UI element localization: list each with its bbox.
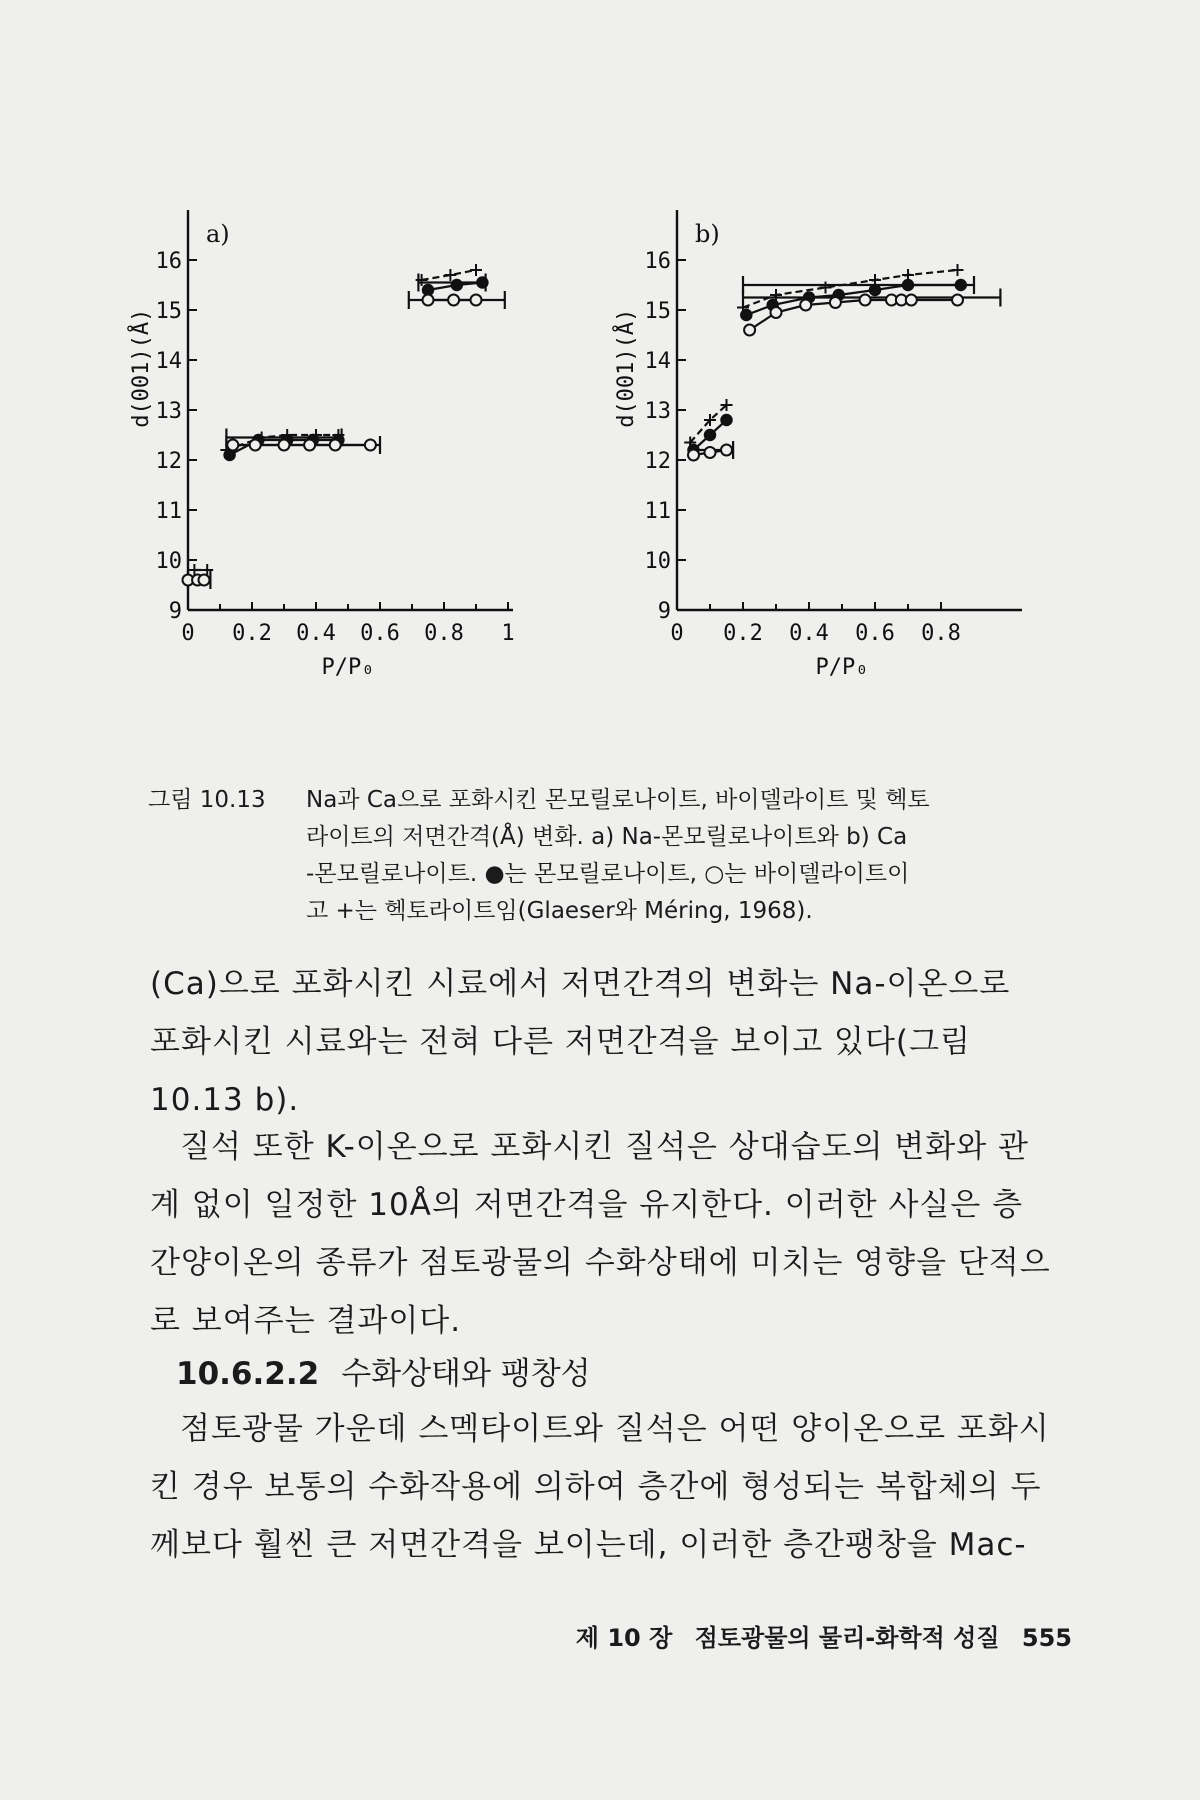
data-point-beidellite bbox=[952, 295, 963, 306]
x-tick-label: 0 bbox=[181, 621, 195, 646]
y-tick-label: 13 bbox=[155, 399, 182, 424]
data-point-beidellite bbox=[800, 300, 811, 311]
x-tick-label: 0.6 bbox=[360, 621, 400, 646]
footer-chapter: 제 10 장 bbox=[575, 1624, 673, 1652]
y-tick-label: 10 bbox=[644, 549, 671, 574]
y-tick-label: 9 bbox=[168, 599, 182, 624]
text-line: 계 없이 일정한 10Å의 저면간격을 유지한다. 이러한 사실은 층 bbox=[150, 1187, 1024, 1223]
caption-line: 고 +는 헥토라이트임(Glaeser와 Méring, 1968). bbox=[306, 898, 813, 924]
paragraph-1 bbox=[150, 955, 1080, 1129]
section-heading bbox=[176, 1348, 591, 1393]
x-axis-label: P/P₀ bbox=[321, 655, 375, 680]
caption-body bbox=[306, 782, 1076, 930]
y-tick-label: 9 bbox=[657, 599, 671, 624]
section-title: 수화상태와 팽창성 bbox=[341, 1356, 591, 1392]
x-tick-label: 0.4 bbox=[789, 621, 829, 646]
footer-chapter-title: 점토광물의 물리-화학적 성질 bbox=[694, 1624, 1000, 1652]
data-point-beidellite bbox=[830, 297, 841, 308]
x-axis-label: P/P₀ bbox=[815, 655, 869, 680]
data-point-montmorillonite bbox=[705, 430, 716, 441]
text-line: 질석 또한 K-이온으로 포화시킨 질석은 상대습도의 변화와 관 bbox=[180, 1129, 1029, 1165]
x-tick-label: 0.8 bbox=[921, 621, 961, 646]
y-tick-label: 10 bbox=[155, 549, 182, 574]
data-point-beidellite bbox=[688, 450, 699, 461]
panel-label: b) bbox=[695, 220, 720, 248]
data-point-beidellite bbox=[705, 447, 716, 458]
data-point-montmorillonite bbox=[870, 285, 881, 296]
text-line: (Ca)으로 포화시킨 시료에서 저면간격의 변화는 Na-이온으로 bbox=[150, 966, 1011, 1002]
data-point-beidellite bbox=[471, 295, 482, 306]
data-point-montmorillonite bbox=[451, 280, 462, 291]
y-tick-label: 15 bbox=[644, 299, 671, 324]
y-axis-label: d(001)(Å) bbox=[614, 308, 639, 428]
data-point-beidellite bbox=[448, 295, 459, 306]
data-point-montmorillonite bbox=[721, 415, 732, 426]
caption-line: 라이트의 저면간격(Å) 변화. a) Na-몬모릴로나이트와 b) Ca bbox=[306, 824, 908, 850]
text-line: 께보다 훨씬 큰 저면간격을 보이는데, 이러한 층간팽창을 Mac- bbox=[150, 1527, 1027, 1563]
paragraph-2 bbox=[150, 1118, 1080, 1350]
x-tick-label: 0.2 bbox=[232, 621, 272, 646]
text-line: 킨 경우 보통의 수화작용에 의하여 층간에 형성되는 복합체의 두 bbox=[150, 1469, 1042, 1505]
y-tick-label: 16 bbox=[644, 249, 671, 274]
y-axis-label: d(001)(Å) bbox=[129, 308, 154, 428]
data-point-beidellite bbox=[250, 440, 261, 451]
data-point-beidellite bbox=[423, 295, 434, 306]
caption-line: Na과 Ca으로 포화시킨 몬모릴로나이트, 바이델라이트 및 헥토 bbox=[306, 787, 930, 813]
chart-panel-a bbox=[129, 220, 610, 780]
data-point-beidellite bbox=[721, 445, 732, 456]
x-tick-label: 0.2 bbox=[723, 621, 763, 646]
x-tick-label: 0 bbox=[670, 621, 684, 646]
text-line: 포화시킨 시료와는 전혀 다른 저면간격을 보이고 있다(그림 bbox=[150, 1024, 971, 1060]
data-point-beidellite bbox=[744, 325, 755, 336]
panel-label: a) bbox=[206, 220, 230, 248]
y-tick-label: 11 bbox=[644, 499, 671, 524]
x-tick-label: 0.8 bbox=[424, 621, 464, 646]
page-footer bbox=[512, 1618, 1072, 1653]
y-tick-label: 14 bbox=[644, 349, 671, 374]
data-point-montmorillonite bbox=[903, 280, 914, 291]
caption-line: -몬모릴로나이트. ●는 몬모릴로나이트, ○는 바이델라이트이 bbox=[306, 861, 910, 887]
data-point-beidellite bbox=[860, 295, 871, 306]
page-number: 555 bbox=[1021, 1624, 1072, 1652]
data-point-montmorillonite bbox=[741, 310, 752, 321]
y-tick-label: 12 bbox=[644, 449, 671, 474]
data-point-beidellite bbox=[330, 440, 341, 451]
data-point-montmorillonite bbox=[477, 277, 488, 288]
data-point-hectorite bbox=[820, 282, 832, 294]
y-tick-label: 11 bbox=[155, 499, 182, 524]
section-number: 10.6.2.2 bbox=[176, 1356, 320, 1392]
caption-label: 그림 10.13 bbox=[148, 787, 266, 813]
data-point-beidellite bbox=[227, 440, 238, 451]
paragraph-3 bbox=[150, 1400, 1080, 1574]
data-point-beidellite bbox=[279, 440, 290, 451]
x-tick-label: 0.4 bbox=[296, 621, 336, 646]
data-point-beidellite bbox=[304, 440, 315, 451]
data-point-beidellite bbox=[771, 307, 782, 318]
data-point-beidellite bbox=[365, 440, 376, 451]
data-point-hectorite bbox=[470, 264, 482, 276]
data-point-beidellite bbox=[906, 295, 917, 306]
text-line: 10.13 b). bbox=[150, 1082, 300, 1118]
x-tick-label: 0.6 bbox=[855, 621, 895, 646]
x-tick-label: 1 bbox=[501, 621, 515, 646]
y-tick-label: 14 bbox=[155, 349, 182, 374]
text-line: 점토광물 가운데 스멕타이트와 질석은 어떤 양이온으로 포화시 bbox=[180, 1411, 1050, 1447]
chart-panel-b bbox=[614, 220, 1090, 780]
y-tick-label: 15 bbox=[155, 299, 182, 324]
y-tick-label: 13 bbox=[644, 399, 671, 424]
data-point-beidellite bbox=[199, 575, 210, 586]
y-tick-label: 12 bbox=[155, 449, 182, 474]
data-point-montmorillonite bbox=[955, 280, 966, 291]
text-line: 간양이온의 종류가 점토광물의 수화상태에 미치는 영향을 단적으 bbox=[150, 1245, 1051, 1281]
text-line: 로 보여주는 결과이다. bbox=[150, 1303, 462, 1339]
y-tick-label: 16 bbox=[155, 249, 182, 274]
data-point-hectorite bbox=[952, 264, 964, 276]
